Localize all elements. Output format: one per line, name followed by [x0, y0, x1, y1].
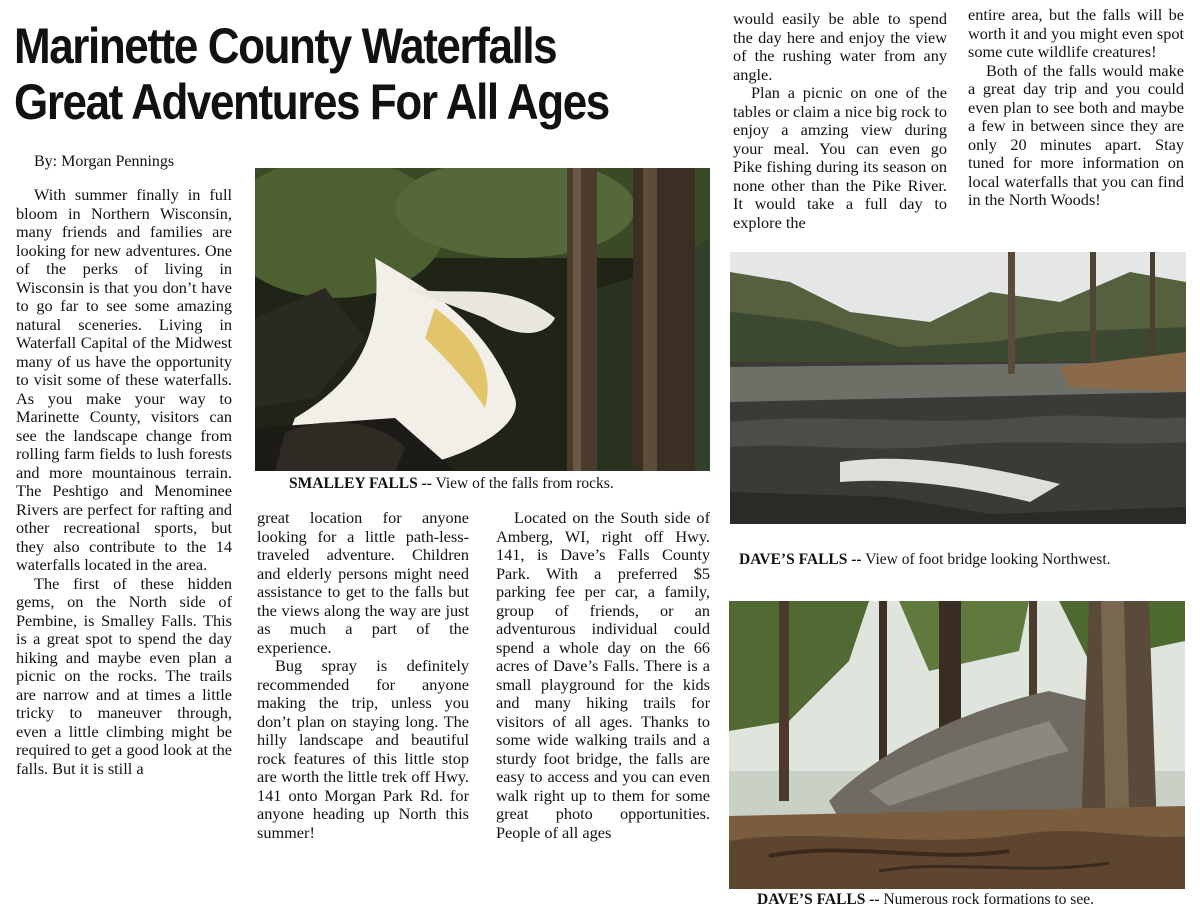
article-paragraph: great location for anyone looking for a little path-less-traveled adventure. Children and elderly persons might need assistance to get to the falls but the views along the way are just as much a part of the experience.: [257, 509, 469, 657]
article-paragraph: would easily be able to spend the day here and enjoy the view of the rushing water from any angle.: [733, 10, 947, 84]
caption-text: Numerous rock formations to see.: [879, 891, 1094, 908]
article-paragraph: Plan a picnic on one of the tables or claim a nice big rock to enjoy a amzing view during your meal. You can even go Pike fishing during its season on none other than the Pike River. It would take a full day to explore the: [733, 83, 947, 232]
headline-line-1: Marinette County Waterfalls: [14, 18, 557, 74]
waterfall-image: [255, 168, 710, 471]
caption-title: DAVE’S FALLS --: [739, 551, 862, 568]
article-column-4: [733, 10, 947, 238]
caption-text: View of foot bridge looking Northwest.: [861, 551, 1111, 568]
article-paragraph: With summer finally in full bloom in Northern Wisconsin, many friends and families are looking for new adventures. One of the perks of living in Wisconsin is that you don’t have to go far to see some amazing natural sceneries. Living in Waterfall Capital of the Midwest many of us have the opportunity to visit some of these waterfalls. As you make your way to Marinette County, visitors can see the landscape change from rolling farm fields to lush forests and more mountainous terrain. The Peshtigo and Menominee Rivers are perfect for rafting and other recreational sports, but they also contribute to the 14 waterfalls located in the area.: [16, 186, 232, 574]
article-paragraph: entire area, but the falls will be worth it and you might even spot some cute wildlife creatures!: [968, 6, 1184, 61]
smalley-falls-photo: [255, 168, 710, 471]
article-column-1: [16, 186, 232, 896]
rock-formation-image: [729, 601, 1185, 889]
article-column-5: [968, 6, 1184, 246]
smalley-falls-caption: [289, 475, 614, 493]
headline-line-2: Great Adventures For All Ages: [14, 74, 609, 130]
article-paragraph: Located on the South side of Amberg, WI, right off Hwy. 141, is Dave’s Falls County Park. With a preferred $5 parking fee per car, a family, group of friends, or an adventurous individual could spend a whole day on the 66 acres of Dave’s Falls. There is a small playground for the kids and many hiking trails for visitors of all ages. Thanks to some wide walking trails and a sturdy foot bridge, the falls are easy to access and you can even walk right up to them for some great photo opportunities. People of all ages: [496, 509, 710, 842]
river-image: [730, 252, 1186, 524]
byline: By: Morgan Pennings: [34, 153, 175, 170]
daves-falls-rocks-caption: [757, 891, 1094, 909]
article-paragraph: The first of these hidden gems, on the North side of Pembine, is Smalley Falls. This is a great spot to spend the day hiking and maybe even plan a picnic on the rocks. The trails are narrow and at times a little tricky to maneuver through, even a little climbing might be required to get a good look at the falls. But it is still a: [16, 573, 232, 778]
daves-falls-bridge-caption: [739, 551, 1111, 569]
article-column-2: [257, 509, 469, 889]
caption-title: DAVE’S FALLS --: [757, 891, 880, 908]
article-paragraph: Both of the falls would make a great day trip and you could even plan to see both and maybe a few in between since they are only 20 minutes apart. Stay tuned for more information on local waterfalls that you can find in the North Woods!: [968, 60, 1184, 209]
article-column-3: [496, 509, 710, 889]
daves-falls-rocks-photo: [729, 601, 1185, 889]
daves-falls-bridge-photo: [730, 252, 1186, 524]
caption-title: SMALLEY FALLS --: [289, 475, 432, 492]
headline: [14, 18, 648, 130]
article-paragraph: Bug spray is definitely recommended for anyone making the trip, unless you don’t plan on staying long. The hilly landscape and beautiful rock features of this little stop are worth the little trek off Hwy. 141 onto Morgan Park Rd. for anyone heading up North this summer!: [257, 656, 469, 842]
caption-text: View of the falls from rocks.: [431, 475, 614, 492]
